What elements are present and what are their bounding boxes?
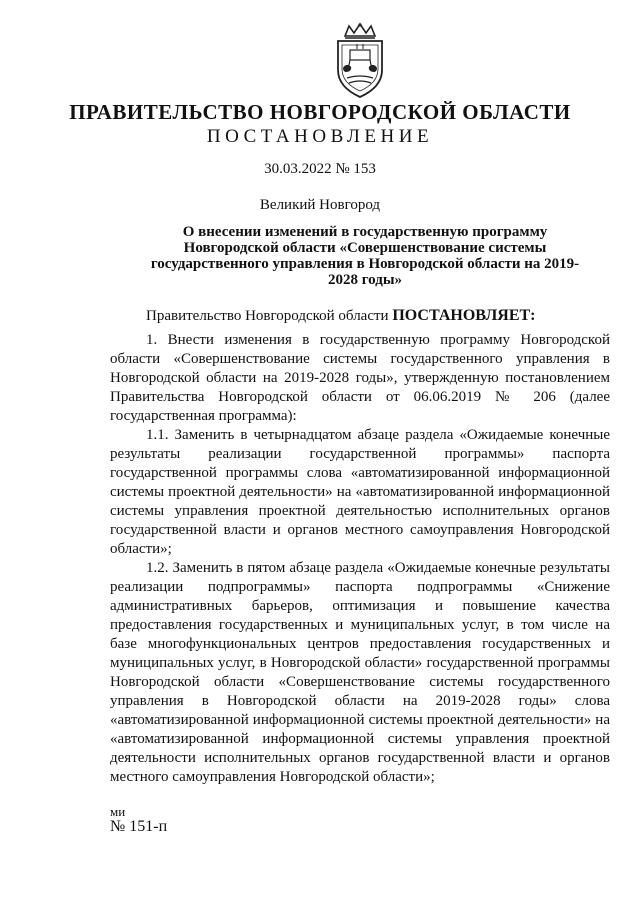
footer-initials: ми: [110, 804, 126, 819]
paragraph-1-2: 1.2. Заменить в пятом абзаце раздела «Ожидаемые конечные результаты реализации подпрограммы» паспорта подпрограммы «Снижение административных барьеров, оптимизация и повышение качества предоставления государственных и муниципальных услуг, в том числе на базе многофункциональных центров предоставления государственных и муниципальных услуг, в Новгородской области» государственной программы Новгородской области «Совершенствование системы государственного управления в Новгородской области на 2019-2028 годы» слова «автоматизированной информационной системы проектной деятельности» на «автоматизированной информационной системы управления проектной деятельности исполнительных органов государственной власти и органов местного самоуправления Новгородской области»;: [110, 560, 610, 785]
coat-of-arms-emblem: [327, 22, 393, 100]
intro-line: [110, 306, 610, 326]
paragraph-1-1: 1.1. Заменить в четырнадцатом абзаце раздела «Ожидаемые конечные результаты реализации государственной программы» паспорта государственной программы слова «автоматизированной информационной системы проектной деятельности» на «автоматизированной информационной системы управления проектной деятельностью исполнительных органов государственной власти и органов местного самоуправления Новгородской области»;: [110, 427, 610, 557]
footer-document-number: № 151-п: [110, 818, 168, 835]
city: Великий Новгород: [259, 197, 381, 213]
document-type: ПОСТАНОВЛЕНИЕ: [206, 126, 434, 147]
paragraph-1: 1. Внести изменения в государственную программу Новгородской области «Совершенствование системы государственного управления в Новгородской области на 2019-2028 годы», утвержденную постановлением Правительства Новгородской области от 06.06.2019 № 206 (далее государственная программа):: [110, 332, 610, 424]
intro-prefix: Правительство Новгородской области: [146, 308, 389, 324]
intro-resolve: ПОСТАНОВЛЯЕТ:: [392, 307, 536, 324]
government-title: ПРАВИТЕЛЬСТВО НОВГОРОДСКОЙ ОБЛАСТИ: [69, 100, 571, 124]
date-number: 30.03.2022 № 153: [264, 161, 376, 177]
document-body: [110, 306, 610, 787]
document-subject: О внесении изменений в государственную программу Новгородской области «Совершенствование системы государственного управления в Новгородской области на 2019-2028 годы»: [150, 224, 580, 288]
